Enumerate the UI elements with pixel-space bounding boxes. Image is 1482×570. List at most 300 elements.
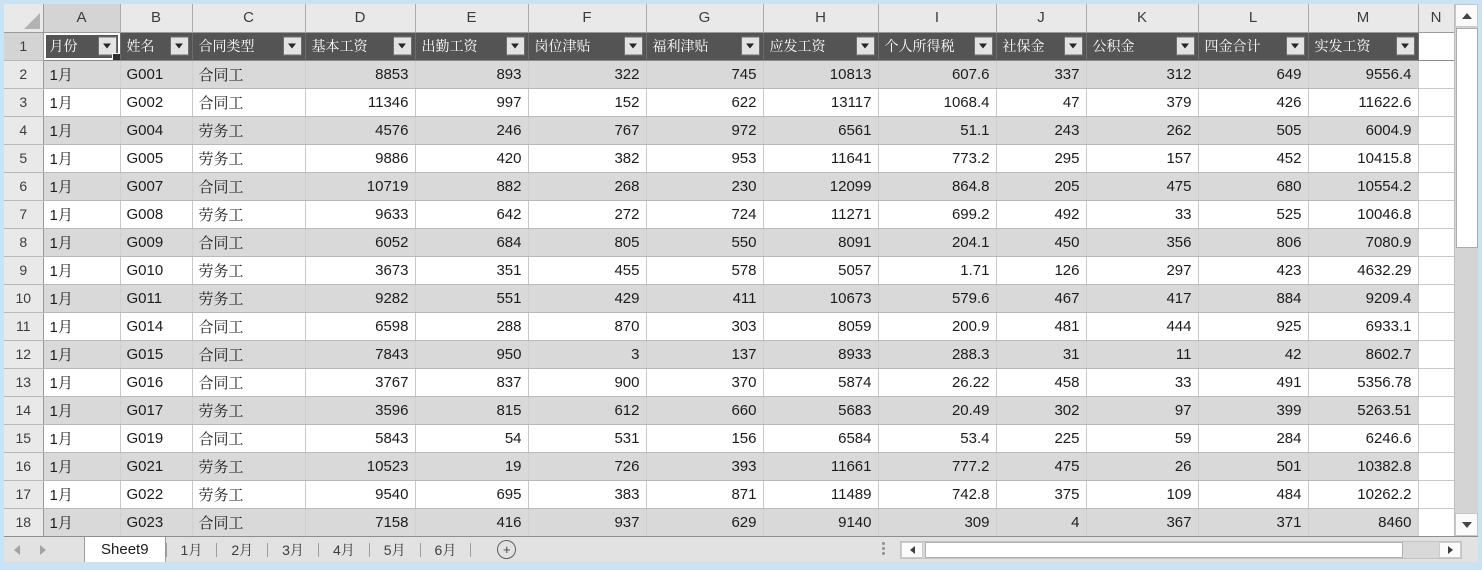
table-cell[interactable]: 337 [996,60,1086,88]
table-cell[interactable]: 416 [415,508,528,536]
empty-cell[interactable] [1418,200,1454,228]
table-cell[interactable]: 33 [1086,368,1198,396]
table-cell[interactable]: 871 [646,480,763,508]
table-cell[interactable]: 1068.4 [878,88,996,116]
table-cell[interactable]: 9633 [305,200,415,228]
table-cell[interactable]: G011 [120,284,192,312]
table-cell[interactable]: 97 [1086,396,1198,424]
table-cell[interactable]: 合同工 [192,508,305,536]
table-cell[interactable]: 合同工 [192,368,305,396]
empty-cell[interactable] [1418,396,1454,424]
table-cell[interactable]: G022 [120,480,192,508]
table-cell[interactable]: 劳务工 [192,144,305,172]
filter-button[interactable] [624,37,643,56]
table-cell[interactable]: 7158 [305,508,415,536]
table-cell[interactable]: 33 [1086,200,1198,228]
table-cell[interactable]: 767 [528,116,646,144]
table-cell[interactable]: 629 [646,508,763,536]
empty-cell[interactable] [1418,88,1454,116]
table-cell[interactable]: 9556.4 [1308,60,1418,88]
sheet-tab-5月[interactable]: 5月 [383,541,406,558]
table-cell[interactable]: 26.22 [878,368,996,396]
sheet-tab-3月[interactable]: 3月 [282,541,304,558]
table-cell[interactable]: 3673 [305,256,415,284]
table-cell[interactable]: 11641 [763,144,878,172]
table-cell[interactable]: 126 [996,256,1086,284]
empty-cell[interactable] [1418,480,1454,508]
filter-button[interactable] [856,37,875,56]
table-cell[interactable]: G004 [120,116,192,144]
empty-cell[interactable] [1418,368,1454,396]
table-cell[interactable]: G023 [120,508,192,536]
row-header-10[interactable]: 10 [4,284,43,312]
table-cell[interactable]: 10046.8 [1308,200,1418,228]
table-cell[interactable]: 3596 [305,396,415,424]
table-cell[interactable]: 152 [528,88,646,116]
horizontal-scrollbar[interactable] [900,541,1462,559]
row-header-13[interactable]: 13 [4,368,43,396]
filter-button[interactable] [1176,37,1195,56]
filter-button[interactable] [1396,37,1415,56]
row-header-5[interactable]: 5 [4,144,43,172]
horizontal-scroll-thumb[interactable] [925,542,1403,558]
table-cell[interactable]: 劳务工 [192,116,305,144]
sheet-tab-1月[interactable]: 1月 [180,541,203,558]
filter-button[interactable] [506,37,525,56]
table-cell[interactable]: 997 [415,88,528,116]
table-cell[interactable]: 合同工 [192,312,305,340]
table-cell[interactable]: 156 [646,424,763,452]
table-cell[interactable]: 649 [1198,60,1308,88]
sheet-tab-active[interactable]: Sheet9 [84,537,166,562]
table-cell[interactable]: 10262.2 [1308,480,1418,508]
table-cell[interactable]: 3 [528,340,646,368]
table-cell[interactable]: 合同工 [192,340,305,368]
table-cell[interactable]: 1月 [43,116,120,144]
table-cell[interactable]: 26 [1086,452,1198,480]
table-cell[interactable]: 399 [1198,396,1308,424]
table-cell[interactable]: 1月 [43,452,120,480]
row-header-8[interactable]: 8 [4,228,43,256]
table-cell[interactable]: 288 [415,312,528,340]
table-cell[interactable]: 12099 [763,172,878,200]
vertical-scroll-thumb[interactable] [1456,28,1478,248]
table-cell[interactable]: 137 [646,340,763,368]
empty-cell[interactable] [1418,228,1454,256]
table-cell[interactable]: 578 [646,256,763,284]
table-cell[interactable]: 1月 [43,312,120,340]
table-cell[interactable]: 1月 [43,368,120,396]
table-cell[interactable]: 501 [1198,452,1308,480]
table-cell[interactable]: 272 [528,200,646,228]
table-column-header[interactable] [1198,32,1308,60]
table-cell[interactable]: 8059 [763,312,878,340]
table-cell[interactable]: 10554.2 [1308,172,1418,200]
table-cell[interactable]: G007 [120,172,192,200]
table-cell[interactable]: 8460 [1308,508,1418,536]
vertical-scrollbar[interactable] [1454,4,1478,536]
empty-cell[interactable] [1418,256,1454,284]
table-cell[interactable]: 1月 [43,88,120,116]
table-cell[interactable]: 884 [1198,284,1308,312]
table-cell[interactable]: 11 [1086,340,1198,368]
table-cell[interactable]: 475 [1086,172,1198,200]
column-header-M[interactable]: M [1308,4,1418,32]
table-cell[interactable]: 合同工 [192,60,305,88]
column-header-D[interactable]: D [305,4,415,32]
table-cell[interactable]: 10719 [305,172,415,200]
table-cell[interactable]: 1月 [43,424,120,452]
table-cell[interactable]: 204.1 [878,228,996,256]
table-cell[interactable]: 302 [996,396,1086,424]
table-cell[interactable]: 劳务工 [192,396,305,424]
table-cell[interactable]: 5843 [305,424,415,452]
filter-button[interactable] [393,37,412,56]
table-cell[interactable]: 612 [528,396,646,424]
column-header-J[interactable]: J [996,4,1086,32]
table-column-header[interactable] [528,32,646,60]
table-cell[interactable]: 51.1 [878,116,996,144]
scroll-left-button[interactable] [901,542,923,558]
row-header-16[interactable]: 16 [4,452,43,480]
table-cell[interactable]: 11489 [763,480,878,508]
sheet-tab-6月[interactable]: 6月 [434,541,457,558]
table-cell[interactable]: 882 [415,172,528,200]
table-cell[interactable]: 351 [415,256,528,284]
table-cell[interactable]: 5263.51 [1308,396,1418,424]
table-cell[interactable]: 900 [528,368,646,396]
table-cell[interactable]: G001 [120,60,192,88]
table-cell[interactable]: 1月 [43,60,120,88]
table-cell[interactable]: 423 [1198,256,1308,284]
table-cell[interactable]: 6052 [305,228,415,256]
column-header-E[interactable]: E [415,4,528,32]
table-cell[interactable]: 53.4 [878,424,996,452]
table-cell[interactable]: 10382.8 [1308,452,1418,480]
table-cell[interactable]: 4632.29 [1308,256,1418,284]
row-header-2[interactable]: 2 [4,60,43,88]
table-cell[interactable]: 531 [528,424,646,452]
table-column-header[interactable] [43,32,120,60]
table-cell[interactable]: 375 [996,480,1086,508]
new-sheet-button[interactable]: + [497,540,516,559]
table-cell[interactable]: 8933 [763,340,878,368]
row-header-1[interactable]: 1 [4,32,43,60]
table-cell[interactable]: 837 [415,368,528,396]
table-cell[interactable]: 726 [528,452,646,480]
table-cell[interactable]: 1.71 [878,256,996,284]
table-cell[interactable]: 劳务工 [192,256,305,284]
table-cell[interactable]: 356 [1086,228,1198,256]
tabs-prev-button[interactable] [4,537,30,562]
column-header-A[interactable]: A [43,4,120,32]
table-cell[interactable]: 642 [415,200,528,228]
table-cell[interactable]: 1月 [43,480,120,508]
table-cell[interactable]: 972 [646,116,763,144]
filter-button[interactable] [974,37,993,56]
table-cell[interactable]: 7080.9 [1308,228,1418,256]
table-cell[interactable]: G002 [120,88,192,116]
table-cell[interactable]: 19 [415,452,528,480]
table-cell[interactable]: 303 [646,312,763,340]
table-cell[interactable]: 9209.4 [1308,284,1418,312]
table-cell[interactable]: G010 [120,256,192,284]
table-cell[interactable]: 11661 [763,452,878,480]
table-cell[interactable]: 劳务工 [192,284,305,312]
table-cell[interactable]: G021 [120,452,192,480]
table-cell[interactable]: 6584 [763,424,878,452]
table-cell[interactable]: 1月 [43,284,120,312]
table-cell[interactable]: 6561 [763,116,878,144]
table-cell[interactable]: 劳务工 [192,480,305,508]
table-cell[interactable]: 1月 [43,396,120,424]
scroll-down-button[interactable] [1455,513,1478,536]
table-cell[interactable]: 5874 [763,368,878,396]
table-cell[interactable]: 444 [1086,312,1198,340]
table-cell[interactable]: 724 [646,200,763,228]
table-column-header[interactable] [1086,32,1198,60]
table-cell[interactable]: G009 [120,228,192,256]
table-cell[interactable]: 5683 [763,396,878,424]
table-cell[interactable]: 371 [1198,508,1308,536]
table-cell[interactable]: 4576 [305,116,415,144]
column-header-N[interactable]: N [1418,4,1454,32]
table-cell[interactable]: 864.8 [878,172,996,200]
table-cell[interactable]: 9886 [305,144,415,172]
row-header-7[interactable]: 7 [4,200,43,228]
table-column-header[interactable] [878,32,996,60]
table-cell[interactable]: 288.3 [878,340,996,368]
row-header-15[interactable]: 15 [4,424,43,452]
table-cell[interactable]: 7843 [305,340,415,368]
table-cell[interactable]: G014 [120,312,192,340]
empty-cell[interactable] [1418,312,1454,340]
table-cell[interactable]: 10523 [305,452,415,480]
column-header-H[interactable]: H [763,4,878,32]
table-cell[interactable]: 680 [1198,172,1308,200]
table-cell[interactable]: 6004.9 [1308,116,1418,144]
table-cell[interactable]: 309 [878,508,996,536]
table-cell[interactable]: G016 [120,368,192,396]
table-cell[interactable]: 745 [646,60,763,88]
table-cell[interactable]: 31 [996,340,1086,368]
table-cell[interactable]: 382 [528,144,646,172]
table-cell[interactable]: 925 [1198,312,1308,340]
table-column-header[interactable] [1308,32,1418,60]
table-cell[interactable]: 8853 [305,60,415,88]
empty-cell[interactable] [1418,424,1454,452]
table-cell[interactable]: 455 [528,256,646,284]
table-cell[interactable]: 3767 [305,368,415,396]
table-cell[interactable]: 777.2 [878,452,996,480]
table-cell[interactable]: 312 [1086,60,1198,88]
table-cell[interactable]: G019 [120,424,192,452]
table-cell[interactable]: 505 [1198,116,1308,144]
table-cell[interactable]: 525 [1198,200,1308,228]
table-cell[interactable]: 9540 [305,480,415,508]
table-cell[interactable]: 481 [996,312,1086,340]
table-column-header[interactable] [415,32,528,60]
table-cell[interactable]: 452 [1198,144,1308,172]
column-header-F[interactable]: F [528,4,646,32]
table-cell[interactable]: 10415.8 [1308,144,1418,172]
empty-cell[interactable] [1418,144,1454,172]
table-cell[interactable]: 268 [528,172,646,200]
empty-cell[interactable] [1418,508,1454,536]
filter-button[interactable] [1064,37,1083,56]
empty-cell[interactable] [1418,452,1454,480]
table-cell[interactable]: 42 [1198,340,1308,368]
table-cell[interactable]: 370 [646,368,763,396]
row-header-11[interactable]: 11 [4,312,43,340]
filter-button[interactable] [283,37,302,56]
empty-cell[interactable] [1418,284,1454,312]
row-header-9[interactable]: 9 [4,256,43,284]
table-cell[interactable]: 806 [1198,228,1308,256]
table-cell[interactable]: 1月 [43,340,120,368]
table-column-header[interactable] [305,32,415,60]
table-cell[interactable]: 815 [415,396,528,424]
table-cell[interactable]: 59 [1086,424,1198,452]
table-cell[interactable]: 322 [528,60,646,88]
row-header-4[interactable]: 4 [4,116,43,144]
table-cell[interactable]: 953 [646,144,763,172]
table-cell[interactable]: 475 [996,452,1086,480]
table-cell[interactable]: 367 [1086,508,1198,536]
table-cell[interactable]: 劳务工 [192,200,305,228]
table-cell[interactable]: 13117 [763,88,878,116]
table-cell[interactable]: 429 [528,284,646,312]
table-cell[interactable]: 695 [415,480,528,508]
table-cell[interactable]: 9282 [305,284,415,312]
table-cell[interactable]: 10673 [763,284,878,312]
table-cell[interactable]: 550 [646,228,763,256]
table-cell[interactable]: 1月 [43,228,120,256]
empty-header-cell[interactable] [1418,32,1454,60]
table-cell[interactable]: 284 [1198,424,1308,452]
table-cell[interactable]: 246 [415,116,528,144]
table-cell[interactable]: 11346 [305,88,415,116]
table-cell[interactable]: 合同工 [192,172,305,200]
table-cell[interactable]: 157 [1086,144,1198,172]
select-all-button[interactable] [4,4,43,32]
filter-button[interactable] [1286,37,1305,56]
table-cell[interactable]: 1月 [43,144,120,172]
table-cell[interactable]: 11271 [763,200,878,228]
filter-button[interactable] [170,37,189,56]
row-header-18[interactable]: 18 [4,508,43,536]
table-cell[interactable]: 411 [646,284,763,312]
table-column-header[interactable] [996,32,1086,60]
table-cell[interactable]: 205 [996,172,1086,200]
table-cell[interactable]: 1月 [43,200,120,228]
scroll-up-button[interactable] [1455,4,1478,27]
table-cell[interactable]: 9140 [763,508,878,536]
table-cell[interactable]: 417 [1086,284,1198,312]
table-cell[interactable]: 6598 [305,312,415,340]
table-cell[interactable]: 393 [646,452,763,480]
table-cell[interactable]: 420 [415,144,528,172]
table-cell[interactable]: 20.49 [878,396,996,424]
tabs-next-button[interactable] [30,537,56,562]
table-cell[interactable]: 467 [996,284,1086,312]
empty-cell[interactable] [1418,172,1454,200]
empty-cell[interactable] [1418,340,1454,368]
table-cell[interactable]: 4 [996,508,1086,536]
table-cell[interactable]: 893 [415,60,528,88]
table-cell[interactable]: G008 [120,200,192,228]
table-cell[interactable]: 合同工 [192,228,305,256]
table-cell[interactable]: 484 [1198,480,1308,508]
table-cell[interactable]: 225 [996,424,1086,452]
sheet-tab-4月[interactable]: 4月 [332,541,355,558]
table-cell[interactable]: 6246.6 [1308,424,1418,452]
table-cell[interactable]: 劳务工 [192,452,305,480]
table-column-header[interactable] [120,32,192,60]
sheet-tab-2月[interactable]: 2月 [231,541,254,558]
table-cell[interactable]: 379 [1086,88,1198,116]
empty-cell[interactable] [1418,60,1454,88]
row-header-6[interactable]: 6 [4,172,43,200]
table-cell[interactable]: G015 [120,340,192,368]
table-cell[interactable]: 607.6 [878,60,996,88]
table-cell[interactable]: 773.2 [878,144,996,172]
table-cell[interactable]: 11622.6 [1308,88,1418,116]
column-header-I[interactable]: I [878,4,996,32]
table-cell[interactable]: 243 [996,116,1086,144]
table-cell[interactable]: 合同工 [192,424,305,452]
table-cell[interactable]: 1月 [43,172,120,200]
column-header-B[interactable]: B [120,4,192,32]
table-cell[interactable]: 8091 [763,228,878,256]
table-cell[interactable]: 262 [1086,116,1198,144]
table-cell[interactable]: 230 [646,172,763,200]
table-cell[interactable]: 699.2 [878,200,996,228]
table-cell[interactable]: 458 [996,368,1086,396]
table-cell[interactable]: 450 [996,228,1086,256]
table-cell[interactable]: 491 [1198,368,1308,396]
table-cell[interactable]: 47 [996,88,1086,116]
scrollbar-resize-handle[interactable] [882,542,885,555]
column-header-L[interactable]: L [1198,4,1308,32]
row-header-14[interactable]: 14 [4,396,43,424]
table-cell[interactable]: 1月 [43,508,120,536]
table-cell[interactable]: 937 [528,508,646,536]
table-cell[interactable]: 805 [528,228,646,256]
table-cell[interactable]: 870 [528,312,646,340]
table-cell[interactable]: 5057 [763,256,878,284]
column-header-G[interactable]: G [646,4,763,32]
table-cell[interactable]: 200.9 [878,312,996,340]
column-header-K[interactable]: K [1086,4,1198,32]
table-cell[interactable]: G017 [120,396,192,424]
table-cell[interactable]: 383 [528,480,646,508]
table-cell[interactable]: 1月 [43,256,120,284]
table-cell[interactable]: 297 [1086,256,1198,284]
table-cell[interactable]: 684 [415,228,528,256]
scroll-right-button[interactable] [1439,542,1461,558]
table-cell[interactable]: 426 [1198,88,1308,116]
table-cell[interactable]: 295 [996,144,1086,172]
table-cell[interactable]: 492 [996,200,1086,228]
table-cell[interactable]: 551 [415,284,528,312]
table-cell[interactable]: 5356.78 [1308,368,1418,396]
table-column-header[interactable] [192,32,305,60]
empty-cell[interactable] [1418,116,1454,144]
table-column-header[interactable] [763,32,878,60]
column-header-C[interactable]: C [192,4,305,32]
table-cell[interactable]: 950 [415,340,528,368]
